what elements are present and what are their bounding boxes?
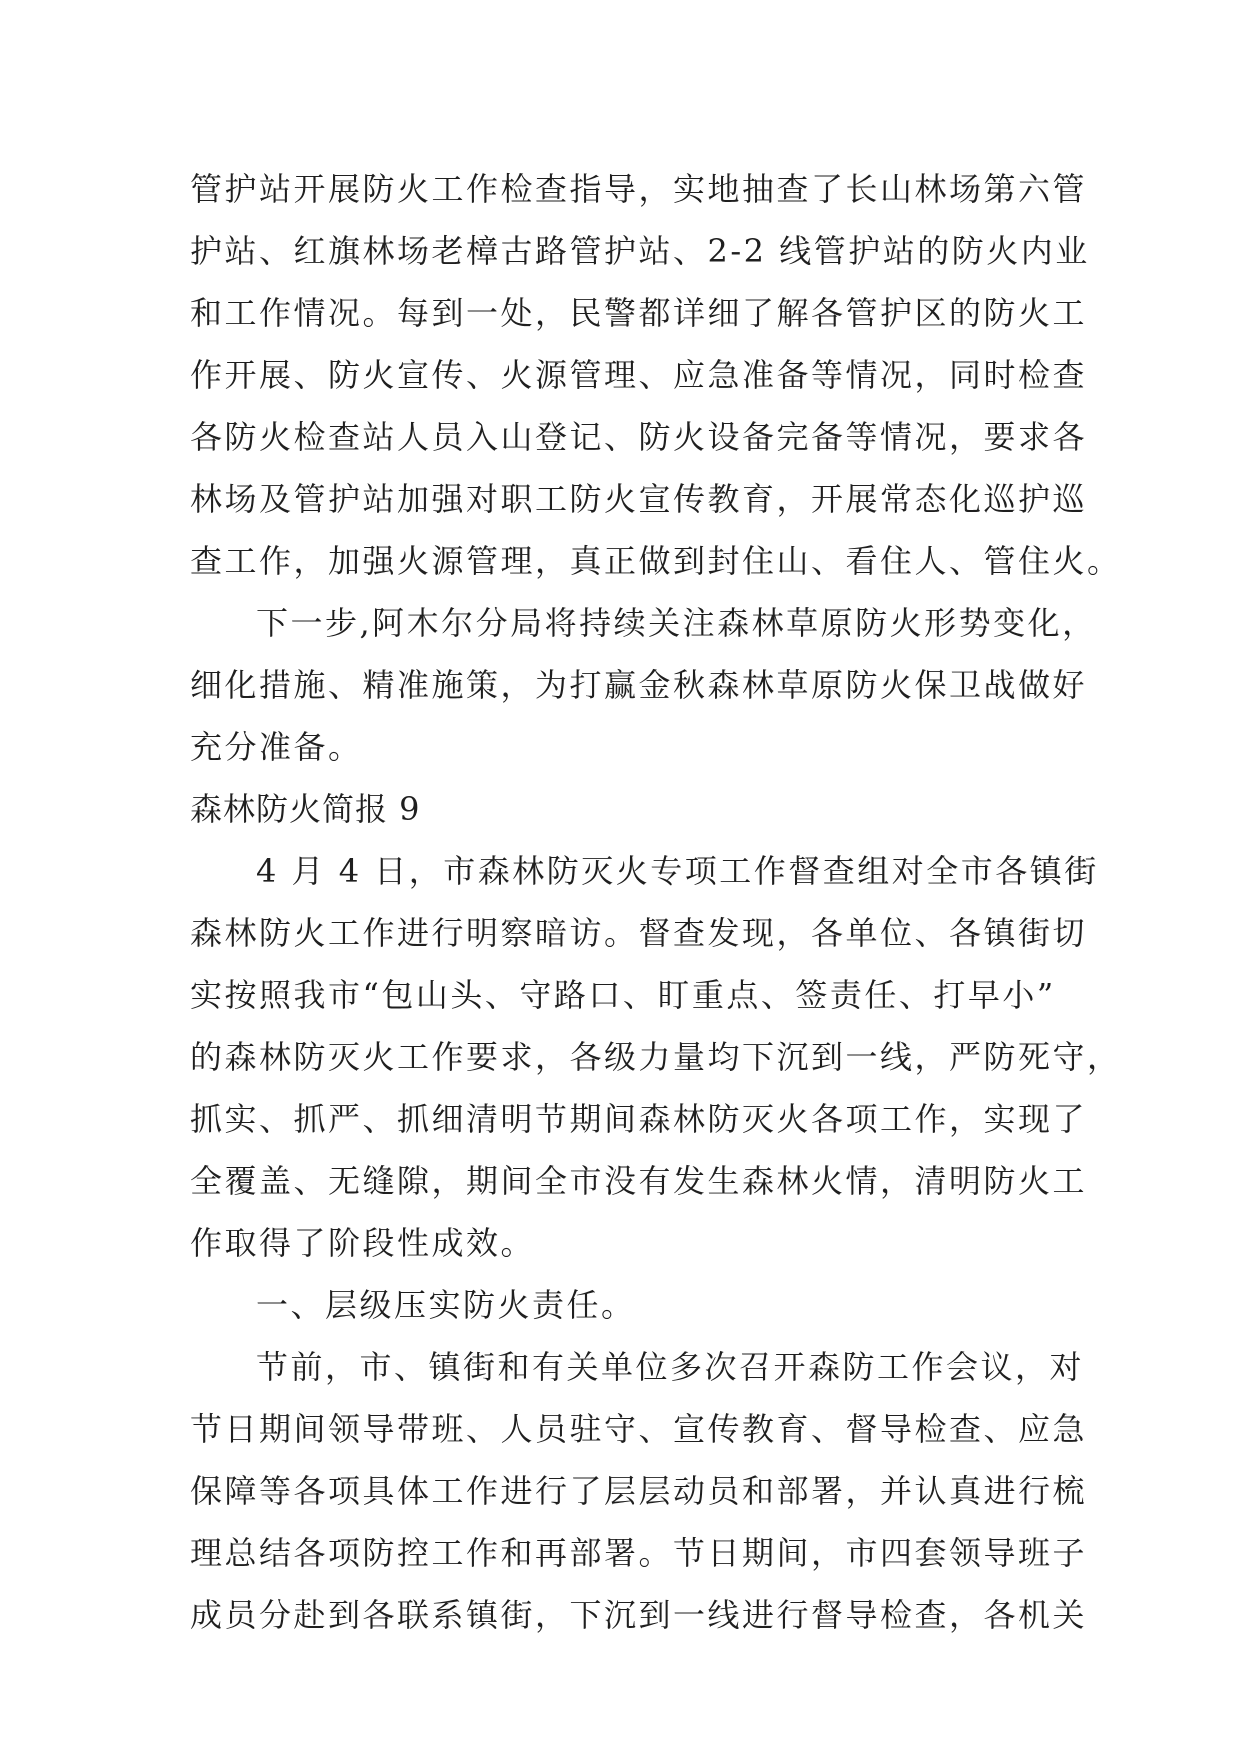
text-line: 全覆盖、无缝隙，期间全市没有发生森林火情，清明防火工 (190, 1162, 1088, 1200)
text-line: 充分准备。 (190, 728, 363, 766)
text-line: 林场及管护站加强对职工防火宣传教育，开展常态化巡护巡 (190, 480, 1088, 518)
document-body (190, 158, 1122, 1646)
text-line: 作取得了阶段性成效。 (190, 1224, 536, 1262)
text-line: 抓实、抓严、抓细清明节期间森林防灭火各项工作，实现了 (190, 1100, 1088, 1138)
text-line: 细化措施、精准施策，为打赢金秋森林草原防火保卫战做好 (190, 666, 1088, 704)
text-line: 成员分赴到各联系镇街，下沉到一线进行督导检查，各机关 (190, 1596, 1088, 1634)
text-line: 下一步,阿木尔分局将持续关注森林草原防火形势变化， (256, 604, 1097, 642)
text-line: 森林防火工作进行明察暗访。督查发现，各单位、各镇街切 (190, 914, 1088, 952)
text-line: 节日期间领导带班、人员驻守、宣传教育、督导检查、应急 (190, 1410, 1088, 1448)
text-line: 的森林防灭火工作要求，各级力量均下沉到一线，严防死守， (190, 1038, 1122, 1076)
text-line: 管护站开展防火工作检查指导，实地抽查了长山林场第六管 (190, 170, 1088, 208)
text-line: 节前，市、镇街和有关单位多次召开森防工作会议，对 (256, 1348, 1085, 1386)
text-line: 查工作，加强火源管理，真正做到封住山、看住人、管住火。 (190, 542, 1122, 580)
text-line: 作开展、防火宣传、火源管理、应急准备等情况，同时检查 (190, 356, 1088, 394)
text-line: 实按照我市“包山头、守路口、盯重点、签责任、打早小” (190, 976, 1056, 1014)
text-line: 护站、红旗林场老樟古路管护站、2-2 线管护站的防火内业 (190, 232, 1090, 270)
text-line: 各防火检查站人员入山登记、防火设备完备等情况，要求各 (190, 418, 1088, 456)
text-line: 理总结各项防控工作和再部署。节日期间，市四套领导班子 (190, 1534, 1088, 1572)
text-line: 4 月 4 日，市森林防灭火专项工作督查组对全市各镇街 (256, 852, 1099, 890)
subheading: 一、层级压实防火责任。 (256, 1286, 636, 1324)
text-line: 保障等各项具体工作进行了层层动员和部署，并认真进行梳 (190, 1472, 1088, 1510)
section-title: 森林防火简报 9 (190, 790, 421, 828)
text-line: 和工作情况。每到一处，民警都详细了解各管护区的防火工 (190, 294, 1088, 332)
